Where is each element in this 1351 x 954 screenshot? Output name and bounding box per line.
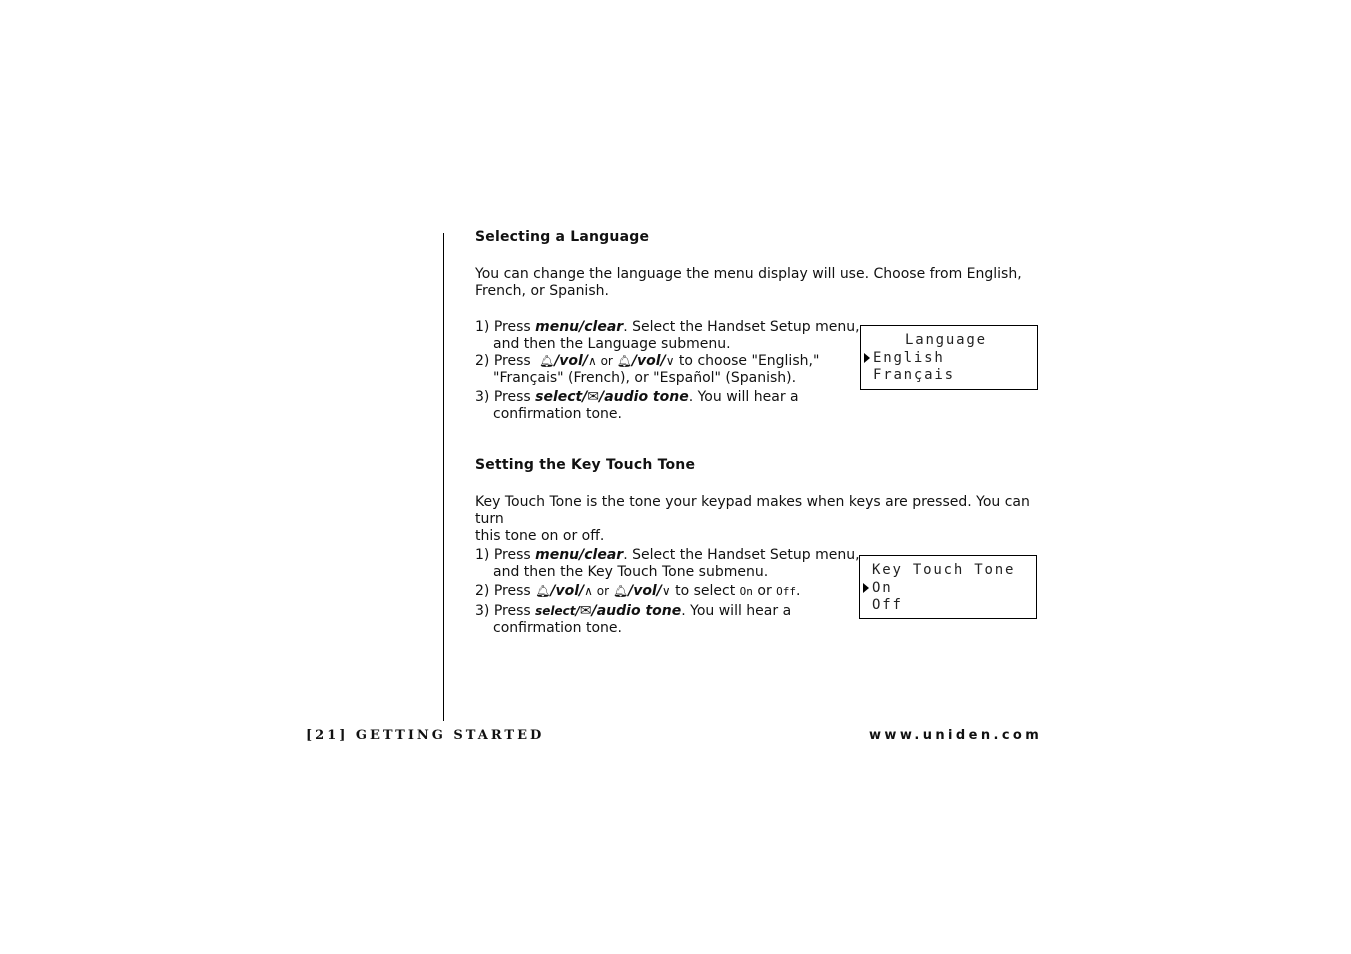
key-touch-intro: Key Touch Tone is the tone your keypad makes when keys are pressed. You can turn this tone on or off. <box>475 494 1030 544</box>
language-intro: You can change the language the menu display will use. Choose from English, French, or Spanish. <box>475 266 1022 299</box>
envelope-icon: ✉︎ <box>587 389 600 405</box>
lcd-language <box>860 325 1038 390</box>
margin-rule <box>443 233 444 721</box>
lcd-option-selected: English <box>861 350 1037 368</box>
down-arrow-icon: ∨ <box>665 354 675 368</box>
down-arrow-icon: ∨ <box>661 584 671 598</box>
lcd-key-touch-tone <box>859 555 1037 619</box>
cursor-arrow-icon <box>864 353 870 363</box>
lcd-option: Français <box>873 367 955 383</box>
key-touch-step-3: 3) Press select/✉︎/audio tone. You will hear a confirmation tone. <box>475 603 792 636</box>
key-touch-step-1: 1) Press menu/clear. Select the Handset Setup menu, and then the Key Touch Tone submenu. <box>475 547 860 580</box>
menu-clear-key: menu/clear <box>535 319 624 335</box>
lcd-option-selected: On <box>860 580 1036 598</box>
cursor-arrow-icon <box>863 583 869 593</box>
section-heading-key-touch-tone: Setting the Key Touch Tone <box>475 457 696 473</box>
menu-clear-key: menu/clear <box>535 547 624 563</box>
language-step-3: 3) Press select/✉︎/audio tone. You will hear a confirmation tone. <box>475 389 799 422</box>
off-value: Off <box>776 585 797 598</box>
bell-icon: 🔔︎ <box>535 584 551 598</box>
bell-icon: 🔔︎ <box>616 354 632 368</box>
lcd-title: Key Touch Tone <box>872 562 1016 578</box>
lcd-title: Language <box>905 332 987 348</box>
page-footer-url: www.uniden.com <box>869 728 1043 743</box>
bell-icon: 🔔︎ <box>535 354 555 368</box>
language-step-1: 1) Press menu/clear. Select the Handset Setup menu, and then the Language submenu. <box>475 319 860 352</box>
envelope-icon: ✉︎ <box>579 603 592 619</box>
section-heading-language: Selecting a Language <box>475 229 650 245</box>
page-footer-section: [21] GETTING STARTED <box>306 728 545 743</box>
up-arrow-icon: ∧ <box>587 354 597 368</box>
language-step-2: 2) Press 🔔︎/vol/∧ or 🔔︎/vol/∨ to choose "English," "Français" (French), or "Español" (Spanish). <box>475 353 820 386</box>
key-touch-step-2: 2) Press 🔔︎/vol/∧ or 🔔︎/vol/∨ to select On or Off. <box>475 583 801 599</box>
up-arrow-icon: ∧ <box>584 584 593 598</box>
bell-icon: 🔔︎ <box>612 584 629 598</box>
on-value: On <box>739 585 753 598</box>
lcd-option: Off <box>872 597 903 613</box>
